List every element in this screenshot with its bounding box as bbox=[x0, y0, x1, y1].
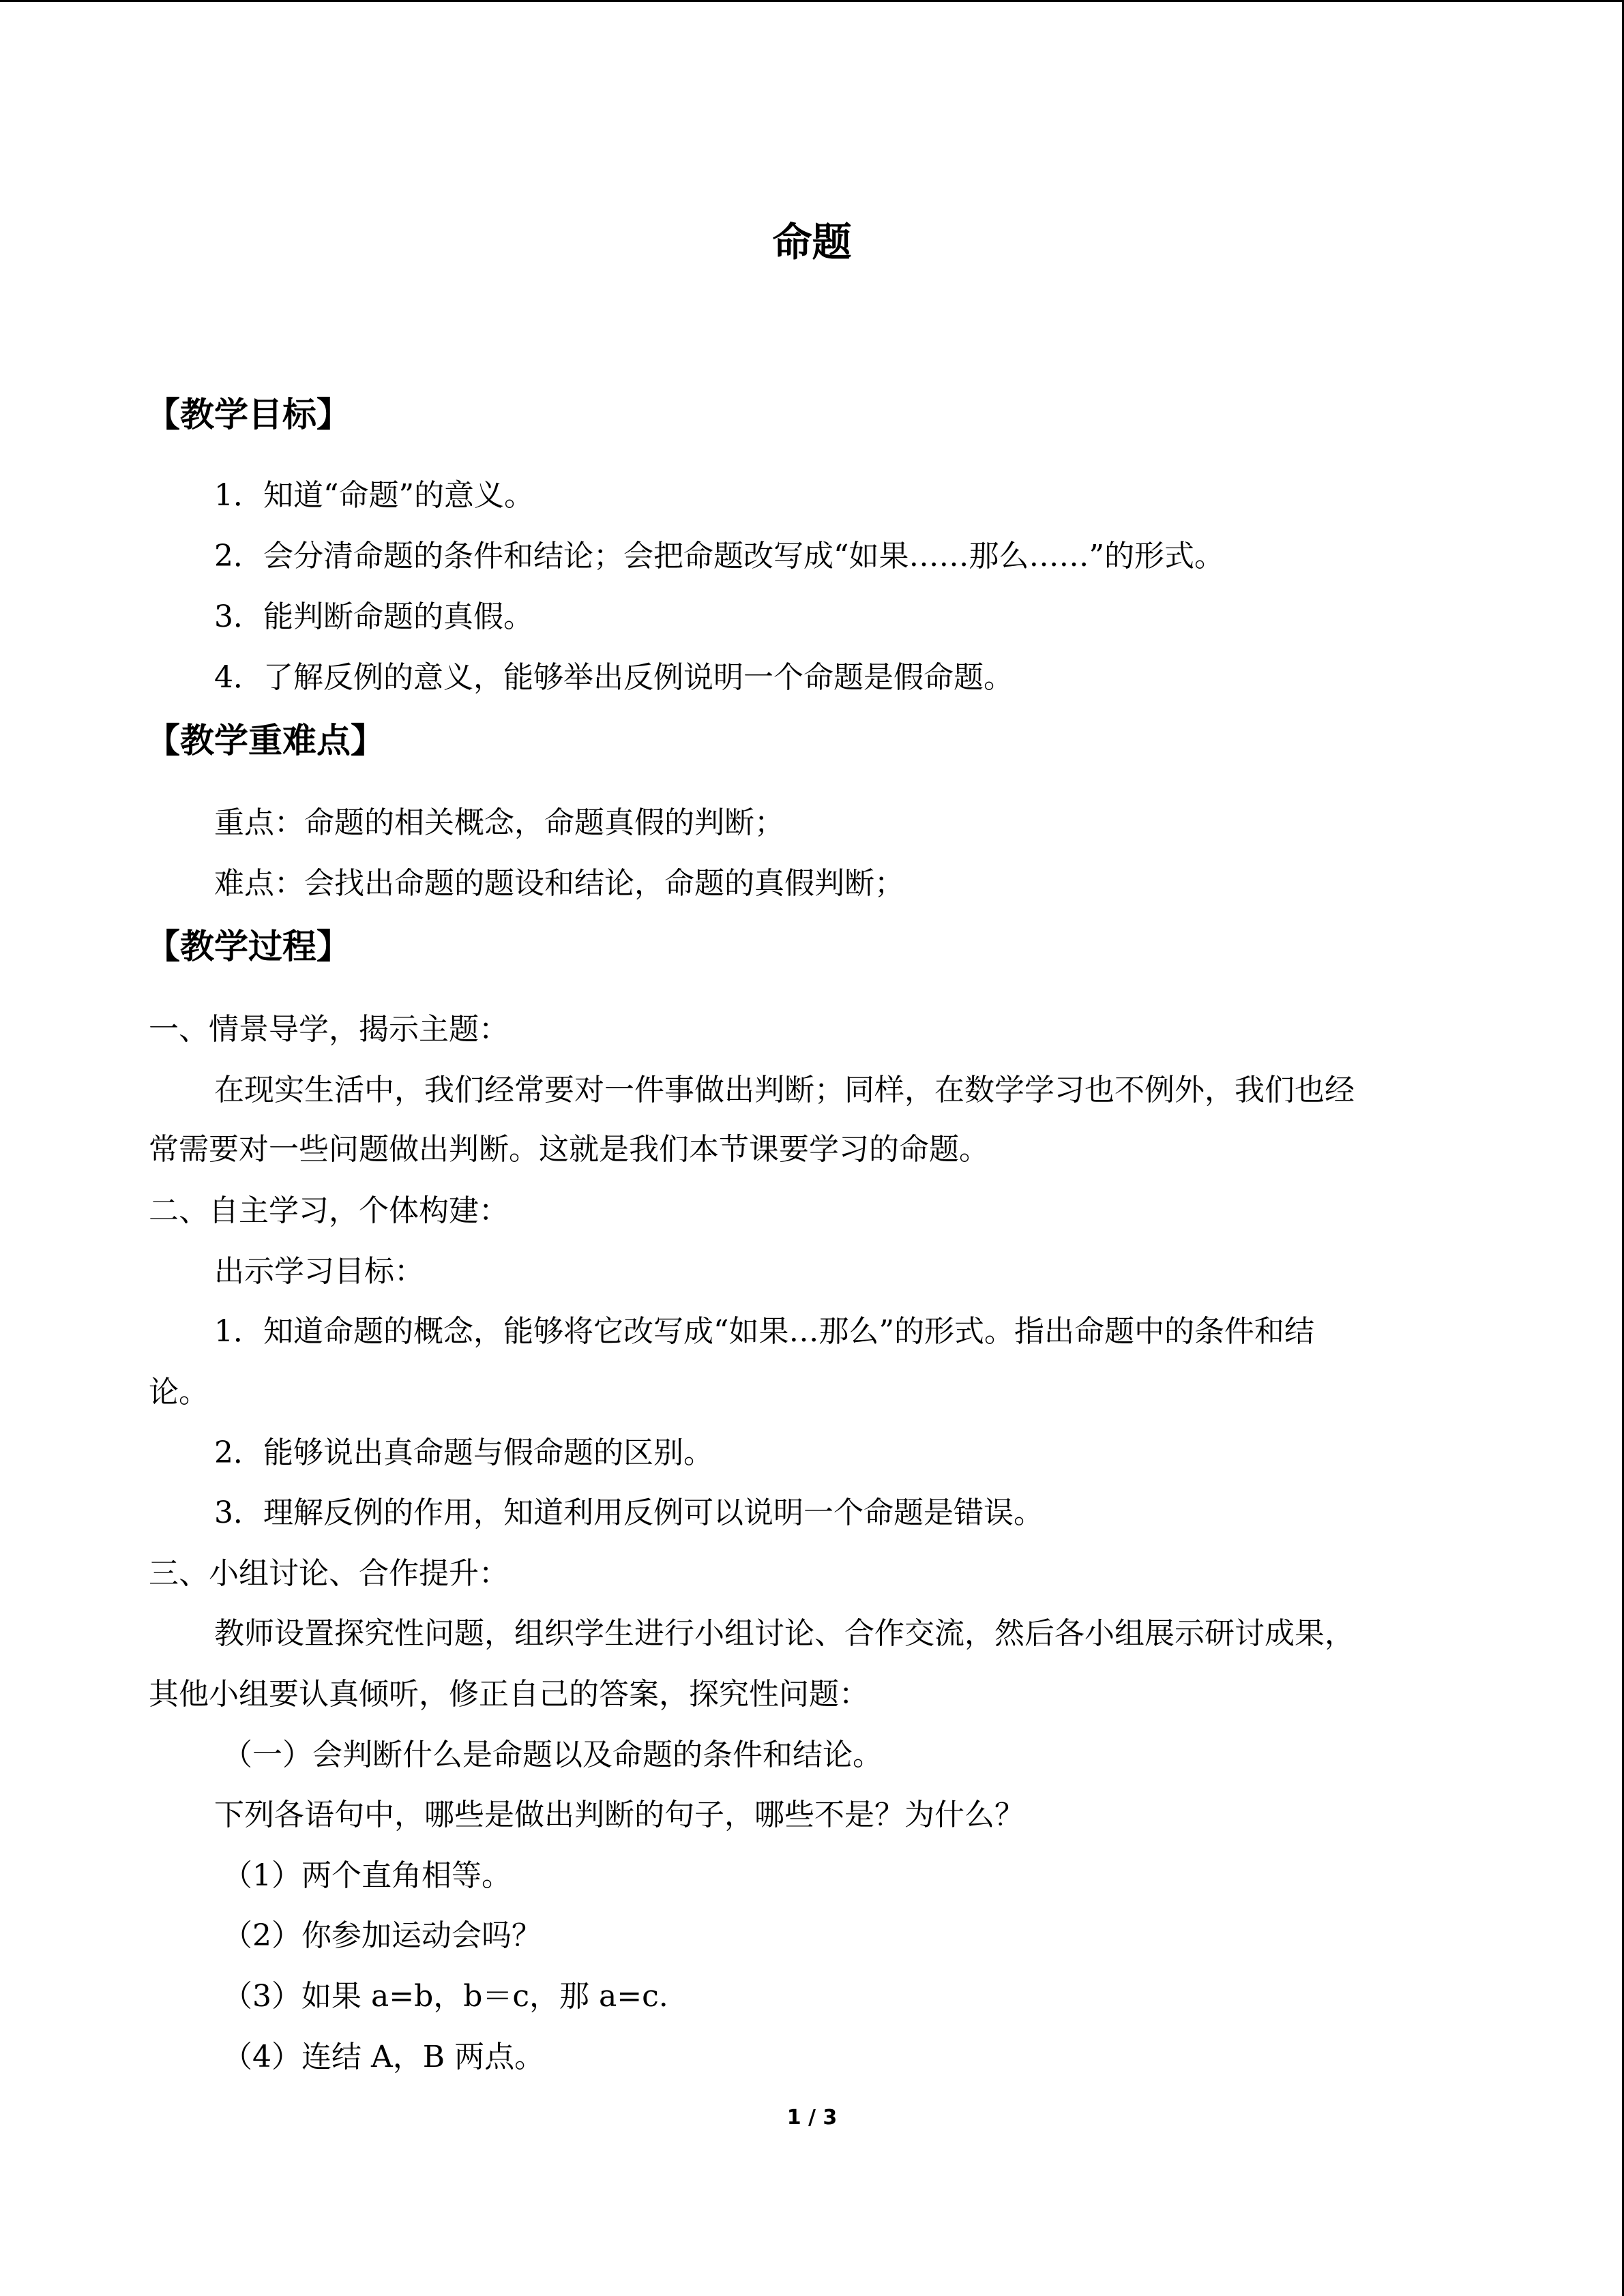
key-point-item: 难点：会找出命题的题设和结论，命题的真假判断； bbox=[214, 866, 904, 901]
process-part-title: 二、自主学习，个体构建： bbox=[149, 1193, 509, 1228]
learning-goal-item: 3．理解反例的作用，知道利用反例可以说明一个命题是错误。 bbox=[214, 1495, 1044, 1530]
process-part-title: 三、小组讨论、合作提升： bbox=[149, 1556, 509, 1591]
learning-goal-item: 1．知道命题的概念，能够将它改写成“如果…那么”的形式。指出命题中的条件和结 bbox=[214, 1314, 1314, 1349]
section-heading-process: 【教学过程】 bbox=[146, 927, 351, 966]
question-option: （4）连结 A，B 两点。 bbox=[222, 2040, 545, 2074]
objective-item: 4．了解反例的意义，能够举出反例说明一个命题是假命题。 bbox=[214, 660, 1014, 695]
paragraph-line: 教师设置探究性问题，组织学生进行小组讨论、合作交流，然后各小组展示研讨成果， bbox=[214, 1616, 1355, 1651]
paragraph-line: 常需要对一些问题做出判断。这就是我们本节课要学习的命题。 bbox=[149, 1132, 989, 1167]
paragraph-line: 在现实生活中，我们经常要对一件事做出判断；同样，在数学学习也不例外，我们也经 bbox=[214, 1073, 1355, 1107]
question-option: （1）两个直角相等。 bbox=[222, 1858, 512, 1893]
paragraph-line: 出示学习目标： bbox=[214, 1254, 424, 1289]
learning-goal-item: 论。 bbox=[149, 1375, 209, 1410]
section-heading-objectives: 【教学目标】 bbox=[146, 395, 351, 434]
document-title: 命题 bbox=[772, 219, 852, 265]
paragraph-line: 其他小组要认真倾听，修正自己的答案，探究性问题： bbox=[149, 1677, 869, 1712]
objective-item: 3．能判断命题的真假。 bbox=[214, 599, 533, 634]
section-heading-key-points: 【教学重难点】 bbox=[146, 721, 385, 760]
question-option: （3）如果 a=b，b＝c，那 a=c. bbox=[222, 1979, 668, 2014]
process-part-title: 一、情景导学，揭示主题： bbox=[149, 1012, 509, 1047]
question-text: 下列各语句中，哪些是做出判断的句子，哪些不是？为什么？ bbox=[214, 1798, 1024, 1832]
objective-item: 1．知道“命题”的意义。 bbox=[214, 478, 534, 513]
question-option: （2）你参加运动会吗？ bbox=[222, 1918, 542, 1953]
key-point-item: 重点：命题的相关概念，命题真假的判断； bbox=[214, 805, 784, 840]
objective-item: 2．会分清命题的条件和结论；会把命题改写成“如果……那么……”的形式。 bbox=[214, 539, 1224, 573]
page-indicator: 1 / 3 bbox=[786, 2106, 838, 2130]
learning-goal-item: 2．能够说出真命题与假命题的区别。 bbox=[214, 1435, 713, 1470]
subsection-title: （一）会判断什么是命题以及命题的条件和结论。 bbox=[222, 1738, 883, 1772]
